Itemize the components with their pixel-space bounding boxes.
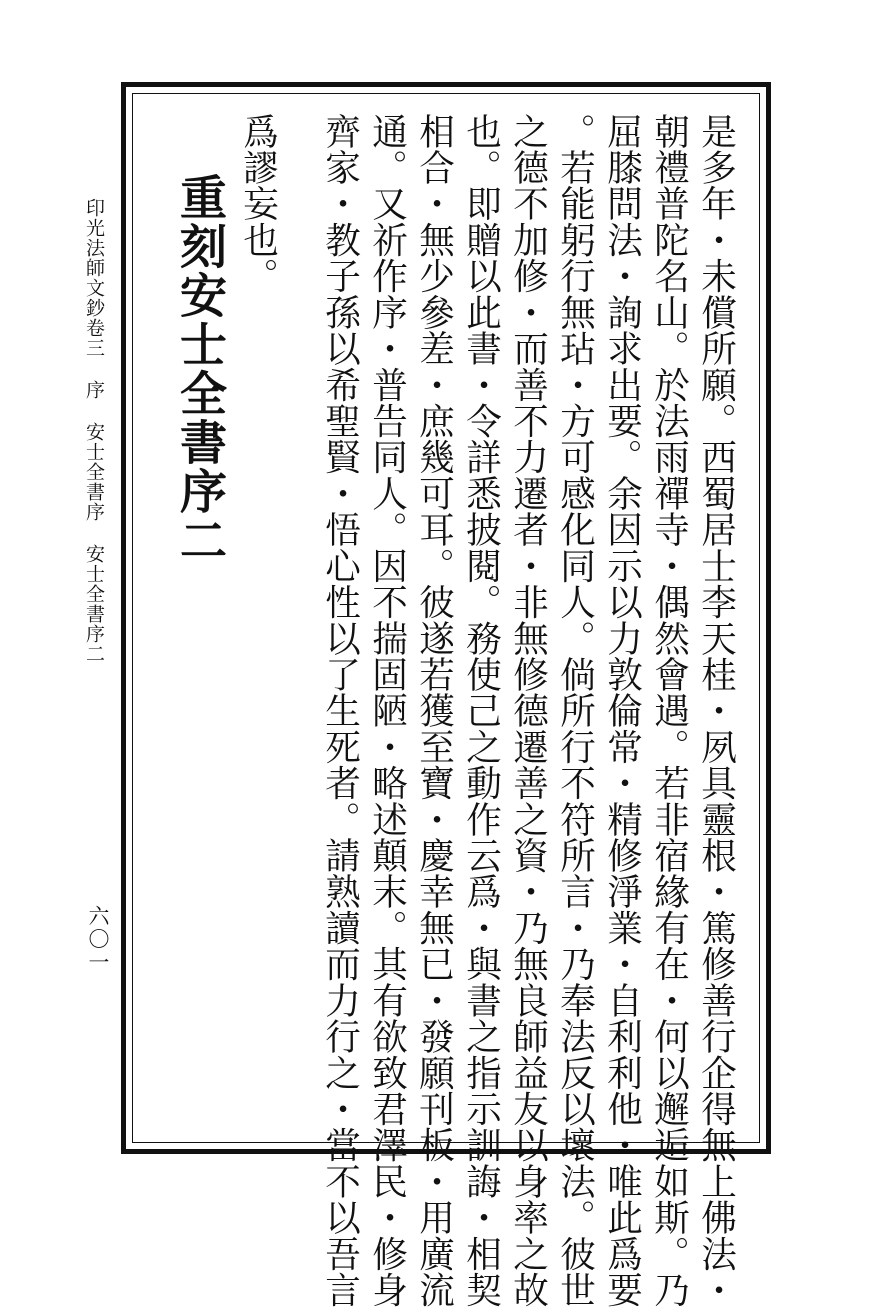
body-column-1: 是多年・未償所願。西蜀居士李天桂・夙具靈根・篤修善行企得無上佛法・ — [695, 113, 737, 1308]
body-column-5: 之德不加修・而善不力遷者・非無修德遷善之資・乃無良師益友以身率之故 — [507, 113, 549, 1308]
body-column-2: 朝禮普陀名山。於法雨禪寺・偶然會遇。若非宿緣有在・何以邂逅如斯。乃 — [648, 113, 690, 1308]
body-column-9: 齊家・教子孫以希聖賢・悟心性以了生死者。請熟讀而力行之・當不以吾言 — [319, 113, 361, 1308]
body-column-7: 相合・無少參差・庶幾可耳。彼遂若獲至寶・慶幸無已・發願刊板・用廣流 — [413, 113, 455, 1308]
running-header-collection: 印光法師文鈔卷三 — [83, 198, 105, 358]
body-column-4: 。若能躬行無玷・方可感化同人。倘所行不符所言・乃奉法反以壞法。彼世 — [554, 113, 596, 1308]
running-header-topic: 安士全書序 — [83, 422, 105, 522]
running-header — [81, 198, 108, 664]
body-column-10: 爲謬妄也。 — [237, 113, 279, 295]
body-column-3: 屈膝問法・詢求出要。余因示以力敦倫常・精修淨業・自利利他・唯此爲要 — [601, 113, 643, 1308]
running-header-essay: 安士全書序二 — [83, 544, 105, 664]
page-title: 重刻安士全書序二 — [172, 173, 227, 565]
page-number: 六〇一 — [86, 905, 110, 974]
running-header-section: 序 — [83, 380, 105, 400]
body-column-6: 也。即贈以此書・令詳悉披閱。務使己之動作云爲・與書之指示訓誨・相契 — [460, 113, 502, 1308]
body-column-8: 通。又祈作序・普告同人。因不揣固陋・略述顛末。其有欲致君澤民・修身 — [366, 113, 408, 1308]
